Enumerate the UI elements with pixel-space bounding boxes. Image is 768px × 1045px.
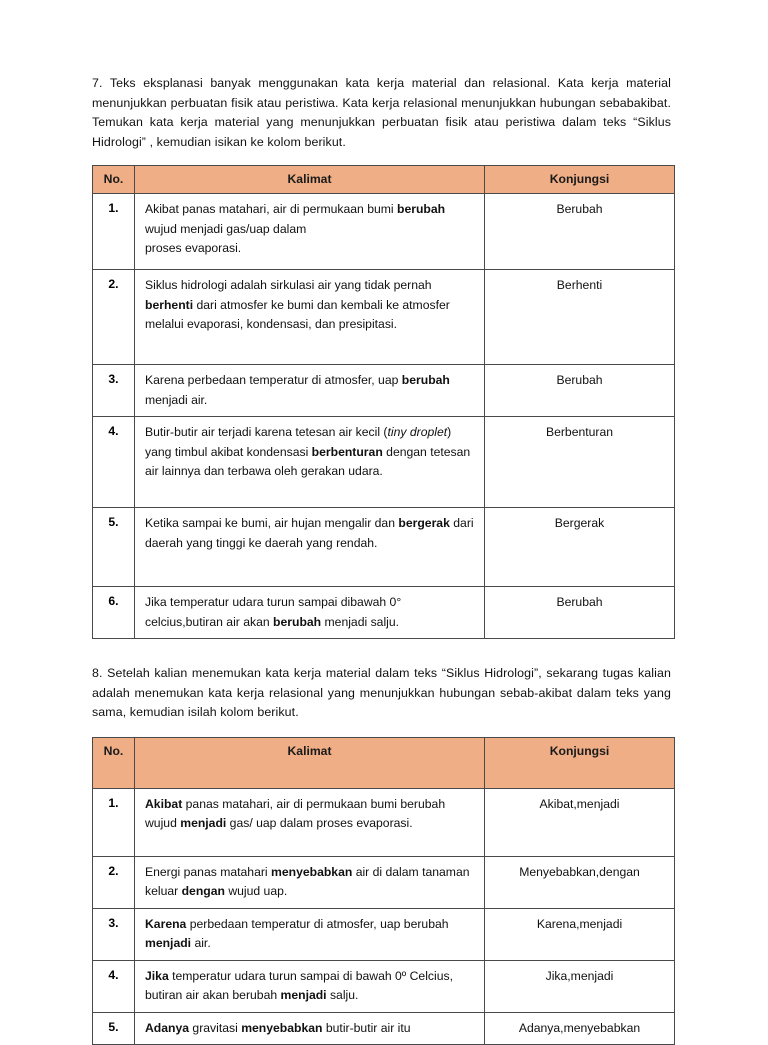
header-label-no: No. — [93, 738, 134, 788]
cell-kalimat: Siklus hidrologi adalah sirkulasi air yang tidak pernah berhenti dari atmosfer ke bumi dan kembali ke atmosfer melalui evaporasi, kondensasi, dan presipitasi. — [135, 270, 485, 365]
cell-no: 2. — [93, 856, 135, 908]
question-7-paragraph: 7. Teks eksplanasi banyak menggunakan kata kerja material dan relasional. Kata kerja material menunjukkan perbuatan fisik atau peristiwa. Kata kerja relasional menunjukkan hubungan sebabakibat. Temukan kata kerja material yang menunjukkan perbuatan fisik atau peristiwa dalam teks “Siklus Hidrologi” , kemudian isikan ke kolom berikut. — [92, 74, 671, 152]
cell-kalimat: Energi panas matahari menyebabkan air di dalam tanaman keluar dengan wujud uap. — [135, 856, 485, 908]
table-row — [93, 960, 675, 1012]
cell-no: 1. — [93, 788, 135, 856]
table-row — [93, 788, 675, 856]
table-header-row — [93, 737, 675, 788]
cell-no: 2. — [93, 270, 135, 365]
cell-konjungsi: Berbenturan — [485, 417, 675, 508]
table-material-verbs — [92, 165, 675, 639]
table-header-row — [93, 166, 675, 194]
cell-no: 5. — [93, 508, 135, 587]
cell-konjungsi: Bergerak — [485, 508, 675, 587]
header-cell-konjungsi — [485, 737, 675, 788]
cell-no: 5. — [93, 1012, 135, 1045]
cell-kalimat: Jika temperatur udara turun sampai di bawah 0º Celcius, butiran air akan berubah menjadi salju. — [135, 960, 485, 1012]
cell-konjungsi: Karena,menjadi — [485, 908, 675, 960]
table2-body — [93, 788, 675, 1045]
cell-no: 4. — [93, 960, 135, 1012]
cell-konjungsi: Berubah — [485, 365, 675, 417]
question-8-paragraph: 8. Setelah kalian menemukan kata kerja material dalam teks “Siklus Hidrologi”, sekarang tugas kalian adalah menemukan kata kerja relasional yang menunjukkan hubungan sebab-akibat dalam teks yang sama, kemudian isilah kolom berikut. — [92, 664, 671, 723]
cell-kalimat: Akibat panas matahari, air di permukaan bumi berubah wujud menjadi gas/uap dalam proses evaporasi. — [135, 194, 485, 270]
header-cell-kalimat — [135, 166, 485, 194]
table-row — [93, 908, 675, 960]
table-row — [93, 856, 675, 908]
header-cell-no — [93, 166, 135, 194]
table-row — [93, 365, 675, 417]
table-row — [93, 417, 675, 508]
cell-kalimat: Karena perbedaan temperatur di atmosfer, uap berubah menjadi air. — [135, 908, 485, 960]
cell-konjungsi: Berubah — [485, 194, 675, 270]
header-label-konjungsi: Konjungsi — [485, 738, 674, 788]
header-label-konjungsi: Konjungsi — [485, 166, 674, 193]
header-cell-konjungsi — [485, 166, 675, 194]
cell-kalimat: Adanya gravitasi menyebabkan butir-butir air itu — [135, 1012, 485, 1045]
table1-body — [93, 194, 675, 639]
table-relational-verbs — [92, 737, 675, 1045]
cell-no: 3. — [93, 365, 135, 417]
cell-kalimat: Akibat panas matahari, air di permukaan bumi berubah wujud menjadi gas/ uap dalam proses evaporasi. — [135, 788, 485, 856]
table-row — [93, 1012, 675, 1045]
spacer — [92, 639, 671, 664]
header-cell-kalimat — [135, 737, 485, 788]
header-cell-no — [93, 737, 135, 788]
spacer — [92, 723, 671, 737]
cell-kalimat: Ketika sampai ke bumi, air hujan mengalir dan bergerak dari daerah yang tinggi ke daerah yang rendah. — [135, 508, 485, 587]
cell-kalimat: Jika temperatur udara turun sampai dibawah 0° celcius,butiran air akan berubah menjadi salju. — [135, 587, 485, 639]
cell-konjungsi: Menyebabkan,dengan — [485, 856, 675, 908]
cell-no: 3. — [93, 908, 135, 960]
table-row — [93, 270, 675, 365]
table-row — [93, 508, 675, 587]
table2-clip — [92, 737, 671, 997]
cell-konjungsi: Jika,menjadi — [485, 960, 675, 1012]
table-row — [93, 194, 675, 270]
cell-no: 6. — [93, 587, 135, 639]
header-label-kalimat: Kalimat — [135, 738, 484, 788]
cell-konjungsi: Akibat,menjadi — [485, 788, 675, 856]
document-content — [92, 74, 671, 997]
table-row — [93, 587, 675, 639]
cell-kalimat: Butir-butir air terjadi karena tetesan air kecil (tiny droplet) yang timbul akibat kondensasi berbenturan dengan tetesan air lainnya dan terbawa oleh gerakan udara. — [135, 417, 485, 508]
header-label-no: No. — [93, 166, 134, 193]
cell-konjungsi: Adanya,menyebabkan — [485, 1012, 675, 1045]
spacer — [92, 152, 671, 165]
cell-konjungsi: Berubah — [485, 587, 675, 639]
cell-konjungsi: Berhenti — [485, 270, 675, 365]
cell-no: 1. — [93, 194, 135, 270]
header-label-kalimat: Kalimat — [135, 166, 484, 193]
cell-kalimat: Karena perbedaan temperatur di atmosfer, uap berubah menjadi air. — [135, 365, 485, 417]
cell-no: 4. — [93, 417, 135, 508]
